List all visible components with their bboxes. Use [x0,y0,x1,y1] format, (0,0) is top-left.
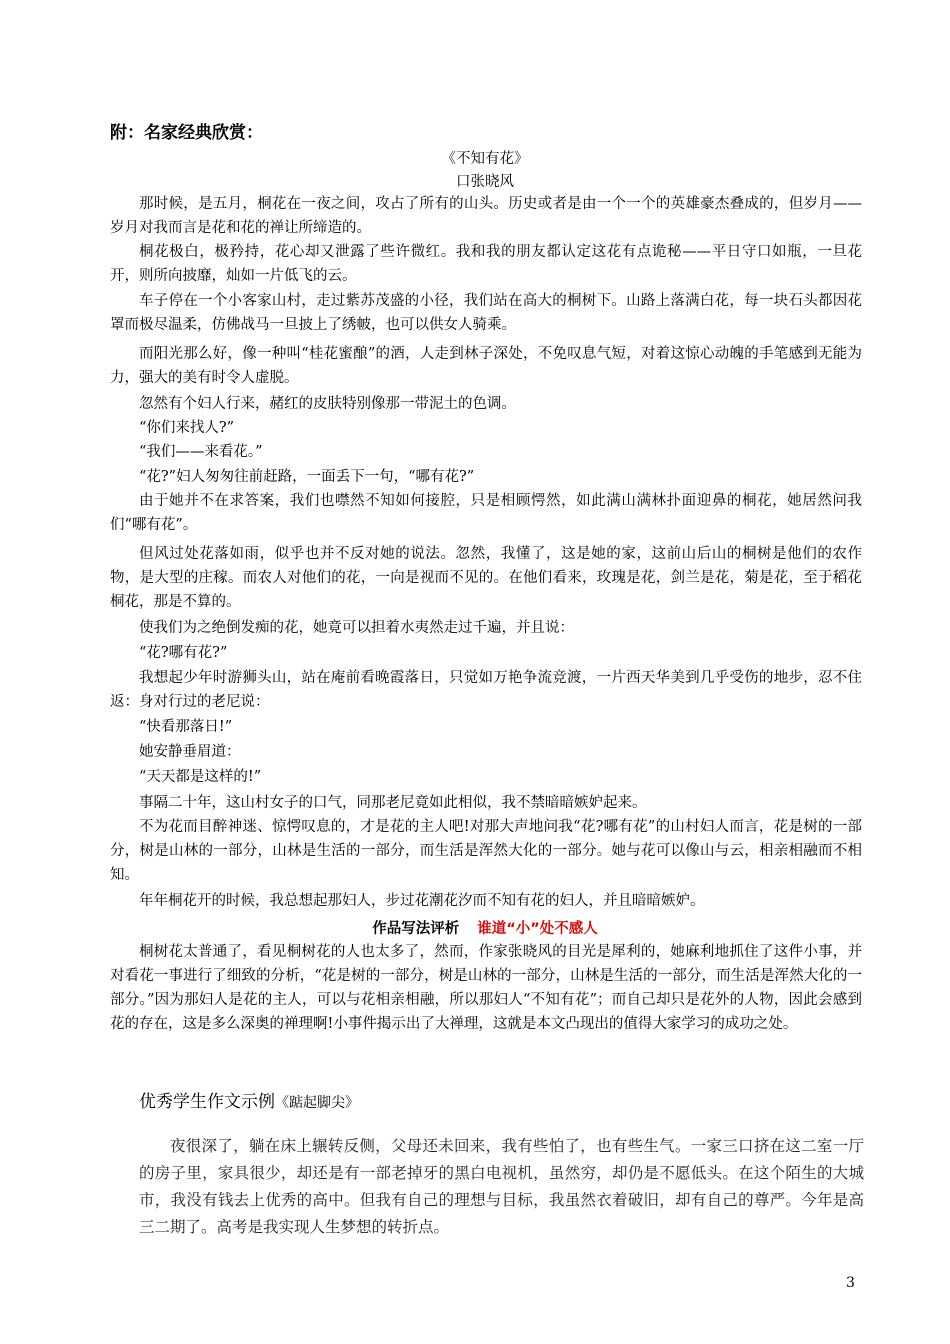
essay-paragraph: 而阳光那么好，像一种叫“桂花蜜酿”的酒，人走到林子深处，不免叹息气短，对着这惊心动魄的手笔感到无能为力，强大的美有时令人虚脱。 [110,346,862,386]
essay-paragraph: 但风过处花落如雨，似乎也并不反对她的说法。忽然，我懂了，这是她的家，这前山后山的桐树是他们的农作物，是大型的庄稼。而农人对他们的花，一向是视而不见的。在他们看来，玫瑰是花，剑兰是花，菊是花，至于稻花桐花，那是不算的。 [110,546,862,610]
student-essay-paragraph: 夜很深了，躺在床上辗转反侧，父母还未回来，我有些怕了，也有些生气。一家三口挤在这二室一厅的房子里，家具很少，却还是有一部老掉牙的黑白电视机，虽然穷，却仍是不愿低头。在这个陌生的大城市，我没有钱去上优秀的高中。但我有自己的理想与目标，我虽然衣着破旧，却有自己的尊严。今年是高三二期了。高考是我实现人生梦想的转折点。 [139,1137,864,1236]
essay-paragraph: 我想起少年时游狮头山，站在庵前看晚霞落日，只觉如万艳争流竞渡，一片西天华美到几乎受伤的地步，忍不住返：身对行过的老尼说： [110,670,862,710]
essay-paragraph: “你们来找人?” [139,420,235,436]
essay-paragraph: 由于她并不在求答案，我们也噤然不知如何接腔，只是相顾愕然，如此满山满林扑面迎鼻的桐花，她居然问我们“哪有花”。 [110,493,862,533]
section-heading: 附：名家经典欣赏： [110,123,263,143]
analysis-subtitle: 谁道“小”处不感人 [477,921,598,937]
essay-paragraph: “天天都是这样的!” [139,769,262,785]
analysis-paragraph: 桐树花太普通了，看见桐树花的人也太多了，然而，作家张晓风的目光是犀利的，她麻利地抓住了这件小事，并对看花一事进行了细致的分析，“花是树的一部分，树是山林的一部分，山林是生活的一部分，而生活是浑然大化的一部分。”因为那妇人是花的主人，可以与花相亲相融，所以那妇人“不知有花”；而自己却只是花外的人物，因此会感到花的存在，这是多么深奥的禅理啊!小事件揭示出了大禅理，这就是本文凸现出的值得大家学习的成功之处。 [110,944,862,1032]
essay-paragraph: 那时候，是五月，桐花在一夜之间，攻占了所有的山头。历史或者是由一个一个的英雄豪杰叠成的，但岁月——岁月对我而言是花和花的禅让所缔造的。 [110,196,862,236]
essay-paragraph: 桐花极白，极矜持，花心却又泄露了些许微红。我和我的朋友都认定这花有点诡秘——平日守口如瓶，一旦花开，则所向披靡，灿如一片低飞的云。 [110,244,862,284]
analysis-label: 作品写法评析 [372,921,460,937]
essay-paragraph: 她安静垂眉道： [139,744,241,760]
essay-paragraph: 使我们为之绝倒发痴的花，她竟可以担着水夷然走过千遍，并且说： [139,620,574,636]
student-essay-heading [139,1087,359,1112]
essay-title: 《不知有花》 [441,151,529,167]
essay-paragraph: 事隔二十年，这山村女子的口气，同那老尼竟如此相似，我不禁暗暗嫉妒起来。 [139,795,647,811]
essay-paragraph: “花?哪有花?” [139,645,228,661]
essay-paragraph: 年年桐花开的时候，我总想起那妇人，步过花潮花汐而不知有花的妇人，并且暗暗嫉妒。 [139,893,705,909]
essay-author: 口张晓风 [456,174,514,190]
analysis-heading [110,917,860,938]
essay-paragraph: 忽然有个妇人行来，赭红的皮肤特别像那一带泥土的色调。 [139,396,516,412]
essay-paragraph: “快看那落日!” [139,719,233,735]
student-essay-title: 《踮起脚尖》 [275,1095,359,1111]
page-number: 3 [846,1275,855,1291]
student-essay-label: 优秀学生作文示例 [139,1092,275,1112]
essay-paragraph: 不为花而目醉神迷、惊愕叹息的，才是花的主人吧!对那大声地问我“花?哪有花”的山村妇人而言，花是树的一部分，树是山林的一部分，山林是生活的一部分，而生活是浑然大化的一部分。她与花可以像山与云，相亲相融而不相知。 [110,819,862,883]
essay-paragraph: 车子停在一个小客家山村，走过紫苏茂盛的小径，我们站在高大的桐树下。山路上落满白花，每一块石头都因花罩而极尽温柔，仿佛战马一旦披上了绣帔，也可以供女人骑乘。 [110,293,862,333]
essay-paragraph: “花?”妇人匆匆往前赶路，一面丢下一句，“哪有花?” [139,469,475,485]
essay-paragraph: “我们——来看花。” [139,444,263,460]
